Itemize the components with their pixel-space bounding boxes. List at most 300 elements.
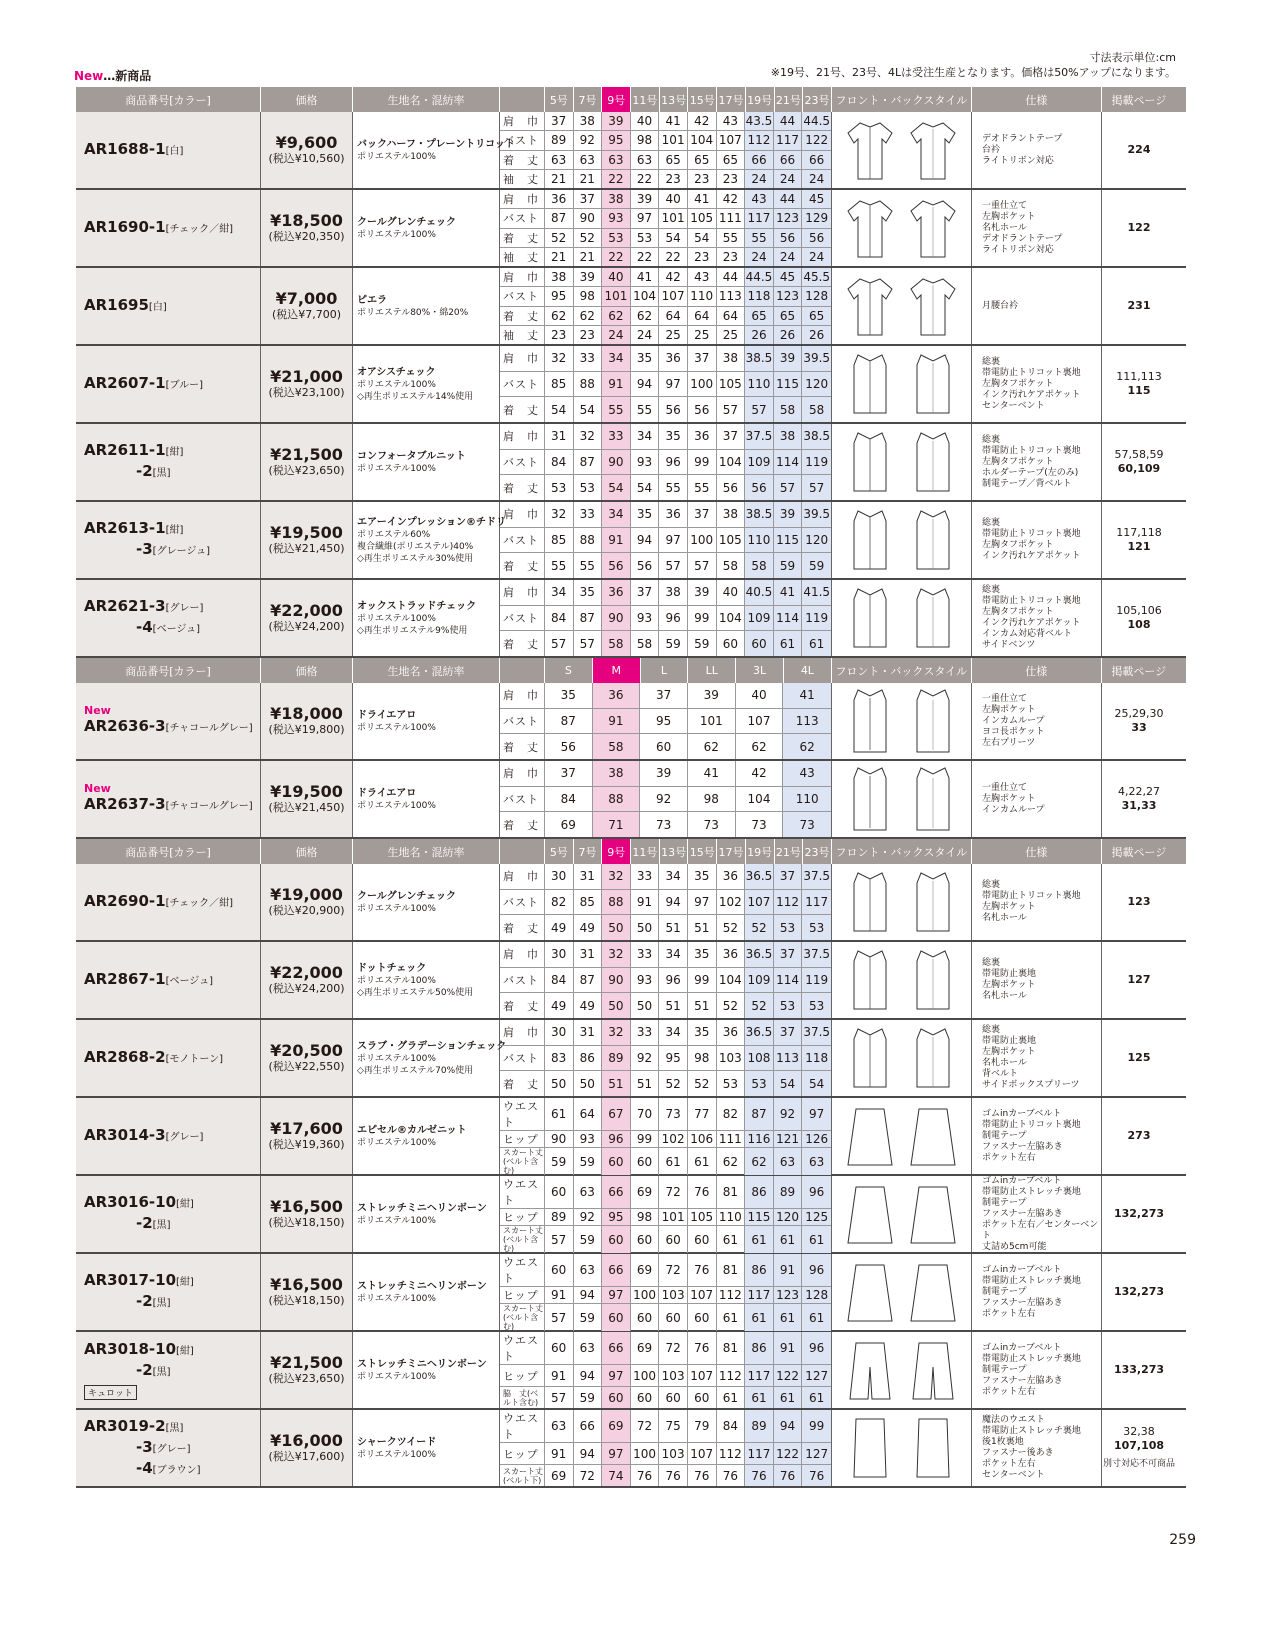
spec-list: [972, 502, 1102, 578]
front-style-drawing: [846, 1181, 894, 1247]
size-value: 49: [545, 915, 574, 940]
size-row: [500, 1148, 831, 1175]
code-number: AR1690-1: [84, 217, 166, 236]
page-ref: 32,38: [1123, 1425, 1155, 1438]
code-number: AR2607-1: [84, 373, 166, 392]
price-with-tax: (税込¥23,650): [268, 1372, 345, 1385]
size-value: 22: [631, 170, 660, 188]
size-value: 60: [717, 631, 746, 656]
size-value: 32: [545, 346, 574, 371]
size-value: 84: [545, 968, 574, 993]
code-number: -2: [136, 1214, 153, 1232]
size-value: 53: [774, 915, 803, 940]
size-row-label: 着 丈: [500, 993, 545, 1018]
spec-item: ライトリボン対応: [982, 244, 1054, 255]
size-value: 62: [745, 1148, 774, 1175]
header-size-15号: 15号: [688, 839, 717, 864]
size-value: 122: [774, 1365, 803, 1386]
header-price: 価格: [261, 658, 353, 683]
size-value: 90: [574, 209, 603, 227]
header-size-13号: 13号: [660, 839, 689, 864]
size-row: [500, 631, 831, 656]
product-code: [84, 717, 260, 738]
size-row-label: バスト: [500, 606, 545, 631]
size-value: 36: [688, 424, 717, 449]
size-value: 115: [745, 1209, 774, 1225]
size-row: [500, 1176, 831, 1209]
size-value: 70: [631, 1098, 660, 1130]
size-value: 57: [688, 553, 717, 578]
fiber-line: ポリエステル100%: [357, 1053, 436, 1064]
size-value: 87: [545, 209, 574, 227]
size-row: [500, 528, 831, 554]
style-drawings: [832, 190, 972, 266]
size-value: 22: [602, 248, 631, 266]
size-row-label: 肩 巾: [500, 268, 545, 286]
back-style-drawing: [909, 1415, 957, 1481]
size-value: 115: [774, 372, 803, 397]
size-row: [500, 475, 831, 500]
size-value: 86: [745, 1254, 774, 1286]
size-value: 104: [631, 287, 660, 305]
fiber-line: ポリエステル100%: [357, 1449, 436, 1460]
spec-item: 名札ホール: [982, 991, 1027, 1001]
size-row: [500, 1046, 831, 1072]
spec-item: 左胸タフポケット: [982, 540, 1054, 550]
size-value: 62: [783, 734, 831, 759]
spec-list: [972, 190, 1102, 266]
size-row: [500, 1332, 831, 1365]
style-drawings: [832, 1020, 972, 1096]
size-value: 31: [545, 424, 574, 449]
size-table: [500, 864, 832, 940]
size-value: 86: [745, 1332, 774, 1364]
size-value: 35: [631, 346, 660, 371]
header-size-7号: 7号: [574, 87, 603, 112]
spec-list: [972, 1254, 1102, 1330]
price: ¥21,500: [270, 445, 343, 464]
size-value: 87: [574, 968, 603, 993]
size-value: 93: [602, 209, 631, 227]
spec-list: [972, 683, 1102, 759]
header-page: 掲載ページ: [1111, 664, 1167, 678]
product-code-cell: [76, 268, 261, 344]
size-value: 76: [774, 1465, 803, 1486]
spec-item: 帯電防止トリコット裏地: [982, 445, 1081, 456]
size-value: 61: [774, 631, 803, 656]
spec-list: [972, 1410, 1102, 1486]
product-code-cell: [76, 761, 261, 837]
size-value: 39.5: [802, 502, 831, 527]
size-value: 63: [574, 1176, 603, 1208]
size-value: 57: [545, 1387, 574, 1408]
size-value: 33: [602, 424, 631, 449]
spec-item: 制電テープ: [982, 1286, 1027, 1297]
size-table: [500, 502, 832, 578]
size-value: 55: [545, 553, 574, 578]
size-value: 32: [574, 424, 603, 449]
size-value: 87: [574, 606, 603, 631]
size-value: 37: [717, 424, 746, 449]
page-ref: 231: [1127, 299, 1151, 312]
size-value: 24: [774, 248, 803, 266]
fiber-line: ポリエステル100%: [357, 903, 436, 914]
size-value: 100: [631, 1287, 660, 1303]
price: ¥18,000: [270, 704, 343, 723]
size-value: 72: [659, 1176, 688, 1208]
size-value: 91: [602, 528, 631, 553]
fiber-line: ポリエステル100%: [357, 379, 436, 390]
size-value: 64: [688, 307, 717, 325]
size-value: 36: [717, 864, 746, 889]
size-value: 41: [783, 683, 831, 708]
spec-list: [972, 268, 1102, 344]
size-value: 91: [593, 709, 641, 734]
header-spec: 仕様: [972, 839, 1102, 864]
front-style-drawing: [846, 1103, 894, 1169]
fabric-cell: [353, 1410, 500, 1486]
size-value: 51: [659, 915, 688, 940]
spec-item: 総裏: [982, 958, 1001, 968]
size-row-label: 肩 巾: [500, 1020, 545, 1045]
header-size-11号: 11号: [631, 839, 660, 864]
header-code: 商品番号[カラー]: [76, 87, 261, 112]
spec-item: 一重仕立て: [982, 200, 1028, 211]
size-table: [500, 1020, 832, 1096]
size-value: 56: [774, 229, 803, 247]
product-code-cell: [76, 1332, 261, 1408]
size-value: 94: [631, 372, 660, 397]
color-name: [グレー]: [152, 1443, 191, 1455]
price: ¥19,500: [270, 523, 343, 542]
header-size-5号: 5号: [545, 87, 574, 112]
catalog-pages: [1102, 1176, 1176, 1252]
fiber-line: ポリエステル100%: [357, 1137, 436, 1148]
product-code: [84, 441, 260, 462]
size-row: [500, 268, 831, 287]
size-row-label: バスト: [500, 1046, 545, 1071]
catalog-pages: [1102, 580, 1176, 656]
size-value: 23: [717, 248, 746, 266]
fabric-name: ドットチェック: [357, 962, 427, 974]
size-value: 100: [631, 1443, 660, 1464]
size-value: 91: [774, 1332, 803, 1364]
size-value: 38.5: [745, 346, 774, 371]
catalog-pages: [1102, 112, 1176, 188]
size-row-label: 着 丈: [500, 915, 545, 940]
product-row: [76, 761, 1186, 839]
size-value: 107: [688, 1443, 717, 1464]
size-row-label: スカート丈(ベルト含む): [500, 1148, 545, 1175]
size-value: 100: [631, 1365, 660, 1386]
size-value: 104: [717, 968, 746, 993]
size-value: 54: [802, 1071, 831, 1096]
header-size-21号: 21号: [775, 839, 804, 864]
size-value: 53: [774, 993, 803, 1018]
size-row-label: 肩 巾: [500, 761, 545, 786]
size-table: [500, 1254, 832, 1330]
header-page: 掲載ページ: [1111, 845, 1167, 859]
style-drawings: [832, 424, 972, 500]
size-value: 89: [545, 131, 574, 149]
size-value: 25: [688, 326, 717, 344]
size-value: 90: [602, 606, 631, 631]
product-code-cell: [76, 112, 261, 188]
size-value: 63: [802, 1148, 831, 1175]
size-value: 76: [688, 1465, 717, 1486]
size-value: 64: [659, 307, 688, 325]
back-style-drawing: [909, 766, 957, 832]
size-value: 44.5: [745, 268, 774, 286]
header-price: 価格: [261, 839, 353, 864]
color-name: [チャコールグレー]: [165, 722, 253, 734]
size-value: 66: [802, 151, 831, 169]
size-value: 96: [802, 1176, 831, 1208]
size-value: 53: [545, 475, 574, 500]
size-value: 53: [745, 1071, 774, 1096]
page-ref: 57,58,59: [1114, 448, 1164, 461]
size-value: 62: [545, 307, 574, 325]
size-value: 76: [659, 1465, 688, 1486]
size-value: 52: [574, 229, 603, 247]
size-value: 61: [802, 1387, 831, 1408]
size-value: 97: [688, 890, 717, 915]
spec-item: 左右プリーツ: [982, 737, 1036, 748]
new-badge: New: [84, 703, 111, 717]
size-value: 39.5: [802, 346, 831, 371]
product-row: [76, 112, 1186, 190]
size-value: 118: [745, 287, 774, 305]
fabric-name: クールグレンチェック: [357, 216, 457, 228]
size-value: 72: [574, 1465, 603, 1486]
size-value: 108: [745, 1046, 774, 1071]
header-size-7号: 7号: [574, 839, 603, 864]
size-row: [500, 307, 831, 326]
product-row: [76, 1176, 1186, 1254]
catalog-pages: [1102, 346, 1176, 422]
size-value: 55: [574, 553, 603, 578]
size-value: 34: [602, 346, 631, 371]
size-value: 96: [602, 1131, 631, 1147]
size-value: 42: [717, 190, 746, 208]
product-code-cell: [76, 1176, 261, 1252]
header-size-11号: 11号: [631, 87, 660, 112]
price-with-tax: (税込¥20,350): [268, 230, 345, 243]
size-value: 90: [602, 450, 631, 475]
size-value: 107: [688, 1365, 717, 1386]
size-value: 38: [717, 346, 746, 371]
size-row: [500, 1304, 831, 1331]
size-value: 85: [545, 528, 574, 553]
size-value: 44: [774, 112, 803, 130]
size-row-label: 着 丈: [500, 475, 545, 500]
size-value: 110: [688, 287, 717, 305]
size-value: 73: [736, 812, 784, 837]
size-value: 36: [602, 580, 631, 605]
fabric-name: ストレッチミニヘリンボーン: [357, 1280, 487, 1292]
size-value: 37: [631, 580, 660, 605]
size-value: 37: [545, 761, 593, 786]
size-row-label: 着 丈: [500, 307, 545, 325]
size-value: 61: [688, 1148, 717, 1175]
product-row: [76, 502, 1186, 580]
size-value: 50: [602, 915, 631, 940]
page-ref: 111,113: [1116, 370, 1162, 383]
size-row: [500, 812, 831, 837]
page-ref: 33: [1131, 721, 1147, 734]
spec-item: インカム対応背ベルト: [982, 629, 1073, 639]
size-value: 36.5: [745, 1020, 774, 1045]
size-value: 40.5: [745, 580, 774, 605]
code-number: -3: [136, 1437, 153, 1456]
size-value: 114: [774, 606, 803, 631]
style-drawings: [832, 1176, 972, 1252]
size-row-label: 袖 丈: [500, 248, 545, 266]
header-size-19号: 19号: [746, 839, 775, 864]
spec-item: 帯電防止トリコット裏地: [982, 367, 1081, 378]
code-number: AR2613-1: [84, 519, 166, 537]
back-style-drawing: [909, 507, 957, 573]
fiber-line: ポリエステル100%: [357, 1215, 436, 1226]
size-value: 60: [688, 1387, 717, 1408]
size-value: 65: [774, 307, 803, 325]
price-with-tax: (税込¥23,650): [268, 464, 345, 477]
size-value: 112: [717, 1287, 746, 1303]
spec-item: ファスナー左脇あき: [982, 1375, 1063, 1386]
size-value: 50: [602, 993, 631, 1018]
header-fabric: 生地名・混紡率: [353, 839, 500, 864]
size-value: 100: [688, 372, 717, 397]
style-drawings: [832, 1332, 972, 1408]
size-value: 24: [774, 170, 803, 188]
size-value: 93: [574, 1131, 603, 1147]
size-value: 21: [545, 170, 574, 188]
size-row-label: 着 丈: [500, 812, 545, 837]
size-value: 37.5: [745, 424, 774, 449]
size-value: 49: [545, 993, 574, 1018]
size-row: [500, 170, 831, 188]
size-value: 63: [574, 1254, 603, 1286]
price-with-tax: (税込¥18,150): [268, 1294, 345, 1307]
size-value: 103: [659, 1287, 688, 1303]
size-value: 61: [802, 1304, 831, 1331]
size-value: 104: [736, 787, 784, 812]
size-value: 94: [774, 1410, 803, 1442]
size-value: 94: [574, 1365, 603, 1386]
code-number: AR3019-2: [84, 1416, 166, 1435]
front-style-drawing: [846, 195, 894, 261]
size-value: 91: [545, 1287, 574, 1303]
spec-list: [972, 1098, 1102, 1174]
size-value: 91: [545, 1443, 574, 1464]
spec-item: ゴムinカーブベルト: [982, 1108, 1062, 1119]
size-row: [500, 1209, 831, 1226]
top-note: [771, 50, 1176, 80]
price-cell: [261, 346, 353, 422]
price-cell: [261, 268, 353, 344]
spec-item: ポケット左右: [982, 1386, 1036, 1397]
color-name: [グレージュ]: [152, 546, 211, 557]
size-value: 43: [783, 761, 831, 786]
size-value: 45: [774, 268, 803, 286]
size-value: 56: [659, 397, 688, 422]
size-table: [500, 580, 832, 656]
size-value: 112: [717, 1365, 746, 1386]
size-value: 118: [802, 1046, 831, 1071]
spec-item: ポケット左右: [982, 1308, 1036, 1319]
size-value: 126: [802, 1131, 831, 1147]
size-value: 60: [688, 1304, 717, 1331]
size-row-label: バスト: [500, 787, 545, 812]
header-size-5号: 5号: [545, 839, 574, 864]
product-code-variant: [84, 462, 260, 483]
fiber-line: ポリエステル100%: [357, 151, 436, 162]
size-value: 41: [774, 580, 803, 605]
price: ¥22,000: [270, 963, 343, 982]
size-value: 117: [745, 1365, 774, 1386]
page-ref: 4,22,27: [1118, 785, 1160, 798]
size-value: 36: [545, 190, 574, 208]
back-style-drawing: [909, 351, 957, 417]
fiber-line: ポリエステル100%: [357, 613, 436, 624]
size-value: 37: [688, 346, 717, 371]
size-row-label: 肩 巾: [500, 346, 545, 371]
spec-list: [972, 1176, 1102, 1252]
size-row-label: 肩 巾: [500, 502, 545, 527]
size-row-label: 袖 丈: [500, 326, 545, 344]
price-with-tax: (税込¥21,450): [268, 542, 345, 555]
fabric-cell: [353, 112, 515, 188]
size-row-label: 肩 巾: [500, 864, 545, 889]
spec-item: 帯電防止ストレッチ裏地: [982, 1353, 1081, 1364]
size-value: 117: [745, 1443, 774, 1464]
header-size-9号: 9号: [602, 839, 631, 864]
size-row-label: ウエスト: [500, 1098, 545, 1130]
product-code-cell: [76, 346, 261, 422]
size-row: [500, 450, 831, 476]
header-size-23号: 23号: [803, 839, 832, 864]
size-value: 91: [602, 372, 631, 397]
size-value: 44: [774, 190, 803, 208]
size-value: 89: [545, 1209, 574, 1225]
spec-item: 制電テープ: [982, 1364, 1027, 1375]
product-row: [76, 1098, 1186, 1176]
spec-item: ホルダーテープ(左のみ): [982, 467, 1079, 478]
product-code-variant: [84, 1292, 260, 1313]
size-value: 50: [574, 1071, 603, 1096]
fiber-line: ポリエステル100%: [357, 463, 436, 474]
new-badge: New: [84, 781, 111, 795]
size-value: 57: [659, 553, 688, 578]
code-number: AR2867-1: [84, 969, 166, 988]
size-value: 57: [574, 631, 603, 656]
size-value: 39: [640, 761, 688, 786]
size-value: 61: [774, 1304, 803, 1331]
product-code: [84, 1048, 260, 1069]
size-row-label: 肩 巾: [500, 942, 545, 967]
price-with-tax: (税込¥22,550): [268, 1060, 345, 1073]
size-value: 34: [659, 864, 688, 889]
catalog-pages: [1102, 761, 1176, 837]
spec-item: 総裏: [982, 880, 1001, 890]
size-value: 26: [802, 326, 831, 344]
size-row: [500, 424, 831, 450]
product-code: [84, 1271, 260, 1292]
size-value: 31: [574, 1020, 603, 1045]
size-value: 91: [631, 890, 660, 915]
spec-item: ポケット左右: [982, 1152, 1036, 1163]
page-ref: 125: [1127, 1051, 1151, 1064]
